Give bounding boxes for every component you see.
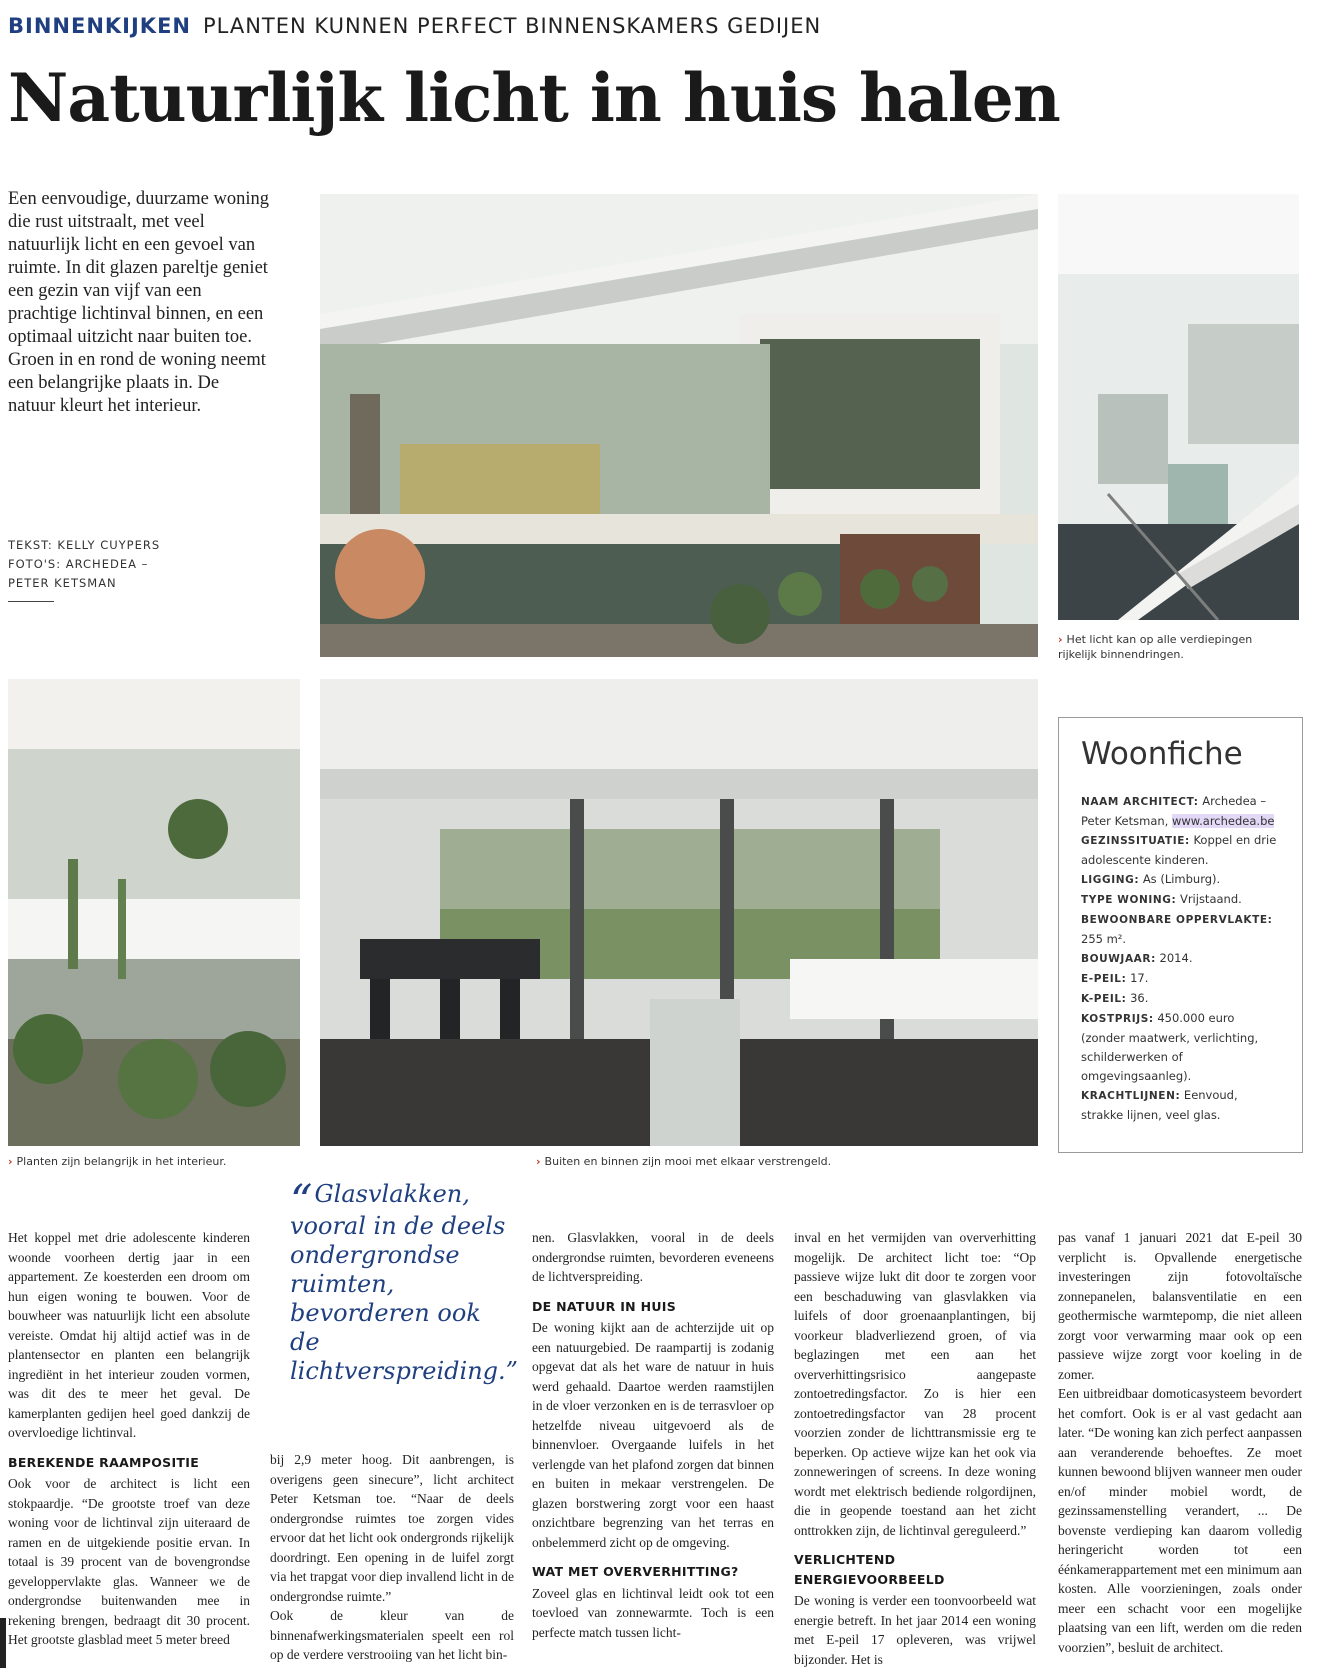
fact-k-level: [1081, 989, 1282, 1009]
subheading: BEREKENDE RAAMPOSITIE: [8, 1454, 200, 1470]
subheading: DE NATUUR IN HUIS: [532, 1298, 677, 1314]
pull-quote: [290, 1176, 518, 1386]
body-column-5: [1058, 1228, 1302, 1657]
credit-text: TEKST: KELLY CUYPERS: [8, 538, 161, 552]
fact-key: NAAM ARCHITECT:: [1081, 796, 1199, 808]
fact-key: KOSTPRIJS:: [1081, 1013, 1154, 1025]
kicker-subtitle: PLANTEN KUNNEN PERFECT BINNENSKAMERS GEDIJEN: [202, 14, 822, 38]
photo-inside-outside: [320, 679, 1038, 1146]
caption-plants: [8, 1154, 300, 1169]
caption-inside-outside: [536, 1154, 936, 1169]
exterior-illustration: [320, 194, 1038, 657]
photo-plants: [8, 679, 300, 1146]
architect-website-link[interactable]: www.archedea.be: [1171, 814, 1275, 828]
fact-location: [1081, 870, 1282, 890]
fact-key: LIGGING:: [1081, 874, 1140, 886]
caption-marker: ›: [536, 1155, 541, 1168]
fact-value: 255 m².: [1081, 932, 1127, 946]
fact-key: TYPE WONING:: [1081, 894, 1177, 906]
subheading: VERLICHTEND ENERGIEVOORBEELD: [794, 1552, 945, 1587]
body-paragraph: Ook de kleur van de binnenafwerkingsmaterialen speelt een rol op de verdere verstrooiing van het licht bin-: [270, 1608, 514, 1662]
caption-marker: ›: [1058, 633, 1063, 646]
fact-value: 450.000 euro (zonder maatwerk, verlichting, schilderwerken of omgevingsaanleg).: [1081, 1011, 1259, 1083]
fact-living-area: [1081, 910, 1282, 949]
fact-value: 36.: [1130, 991, 1149, 1005]
body-paragraph: Zoveel glas en lichtinval leidt ook tot een toevloed van zonnewarmte. Toch is een perfecte match tussen licht-: [532, 1585, 774, 1640]
credits-rule: [8, 601, 54, 602]
interior-illustration: [320, 679, 1038, 1146]
caption-stairs: [1058, 632, 1288, 662]
fact-architect: [1081, 792, 1282, 831]
fact-build-year: [1081, 949, 1282, 969]
section-rubric: BINNENKIJKEN: [8, 14, 191, 38]
caption-marker: ›: [8, 1155, 13, 1168]
body-paragraph: Een uitbreidbaar domoticasysteem bevordert het comfort. Ook is er al vast gedacht aan later. “De woning kan zich perfect aanpassen aan veranderende behoeftes. Ze moet kunnen bewoond blijven wanneer men ouder en/of minder mobiel wordt, de gezinssamenstelling verandert, ... De bovenste verdieping kan daarom volledig heringericht worden tot een éénkamerappartement met een minimum aan kosten. Alle voorzieningen, zoals onder meer een schacht voor een mogelijke plaatsing van een lift, werden om die reden voorzien”, besluit de architect.: [1058, 1386, 1302, 1655]
fact-value: 17.: [1130, 971, 1149, 985]
caption-plants-text: Planten zijn belangrijk in het interieur.: [16, 1155, 227, 1168]
body-paragraph: nen. Glasvlakken, vooral in de deels ondergrondse ruimten, bevorderen eveneens de lichtverspreiding.: [532, 1230, 774, 1284]
body-column-2: [270, 1450, 514, 1665]
fact-key: BEWOONBARE OPPERVLAKTE:: [1081, 914, 1273, 926]
fact-key: E-PEIL:: [1081, 973, 1127, 985]
caption-stairs-text: Het licht kan op alle verdiepingen rijkelijk binnendringen.: [1058, 633, 1253, 661]
photo-stairs: [1058, 194, 1299, 620]
fact-key: BOUWJAAR:: [1081, 953, 1156, 965]
fact-house-type: [1081, 890, 1282, 910]
body-paragraph: inval en het vermijden van oververhitting mogelijk. De architect licht toe: “Op passieve wijze lukt dit door te zorgen voor een beschaduwing van glasvlakken via luifels of door groenaanplantingen, bij voorkeur bladverliezend groen, of via beglazingen met een aan het oververhittingsrisico aangepaste zontoetredingsfactor. Zo is hier een zontoetredingsfactor van 28 procent voorzien zonder de lichttransmissie erg te beperken. Op actieve wijze kan het ook via zonneweringen of screens. In deze woning wordt met elektrisch bediende rolgordijnen, die in geopende toestand aan het zicht onttrokken zijn, de lichtinval gereguleerd.”: [794, 1230, 1036, 1538]
credit-photos: FOTO'S: ARCHEDEA –: [8, 557, 149, 571]
quote-text: Glasvlakken, vooral in de deels ondergrondse ruimten, bevorderen ook de lichtverspreiding.”: [290, 1180, 518, 1385]
page-edge-bar: [0, 1618, 6, 1668]
body-paragraph: De woning kijkt aan de achterzijde uit op een natuurgebied. De raampartij is zodanig opgevat dat als het ware de natuur in huis werd gehaald. Daartoe werden raamstijlen in de vloer verzonken en is de terrasvloer op hetzelfde niveau uitgevoerd als de binnenvloer. Overgaande luifels in het verlengde van het plafond zorgen dat binnen en buiten in mekaar verstrengelen. De glazen borstwering zorgt voor een haast onzichtbare begrenzing van het terras en onbelemmerd zicht op de omgeving.: [532, 1320, 774, 1550]
body-paragraph: Ook voor de architect is licht een stokpaardje. “De grootste troef van deze woning voor de lichtinval zijn uiteraard de ramen en de uitgekiende positie ervan. In totaal is 39 procent van de bovengrondse geveloppervlakte glas. Wanneer we de ondergrondse buitenwanden mee in rekening brengen, bedraagt dit 30 procent. Het grootste glasblad meet 5 meter breed: [8, 1476, 250, 1647]
body-paragraph: Het koppel met drie adolescente kinderen woonde voorheen dertig jaar in een appartement. Ze koesterden een droom om hun eigen woning te bouwen. Voor de bouwheer was natuurlijk licht een absolute vereiste. Omdat hij altijd actief was in de plantensector en planten een belangrijk ingrediënt in het interieur zouden vormen, was dit des te meer het geval. De kamerplanten gedijen heel goed dankzij de overvloedige lichtinval.: [8, 1230, 250, 1440]
plants-illustration: [8, 679, 300, 1146]
fact-household: [1081, 831, 1282, 870]
fact-value: 2014.: [1159, 951, 1193, 965]
intro-text: Een eenvoudige, duurzame woning die rust uitstraalt, met veel natuurlijk licht en een gevoel van ruimte. In dit glazen pareltje geniet een gezin van vijf van een prachtige lichtinval binnen, en een optimaal uitzicht naar buiten toe. Groen in en rond de woning neemt een belangrijke plaats in. De natuur kleurt het interieur.: [8, 189, 269, 416]
stairs-illustration: [1058, 194, 1299, 620]
woonfiche-box: [1058, 717, 1303, 1153]
body-column-1: [8, 1228, 250, 1650]
fact-key: K-PEIL:: [1081, 993, 1127, 1005]
body-paragraph: pas vanaf 1 januari 2021 dat E-peil 30 verplicht is. Opvallende energetische investeringen zijn fotovoltaïsche zonnepanelen, balansventilatie en een geothermische warmtepomp, die niet alleen zorgt voor verwarming maar ook op een passieve wijze zorgt voor koeling in de zomer.: [1058, 1230, 1302, 1382]
fact-value: Eenvoud, strakke lijnen, veel glas.: [1081, 1088, 1238, 1122]
body-paragraph: De woning is verder een toonvoorbeeld wat energie betreft. In het jaar 2014 een woning met E-peil 17 opleveren, was vrijwel bijzonder. Het is: [794, 1593, 1036, 1667]
fact-value: As (Limburg).: [1142, 872, 1221, 886]
fact-value: Archedea – Peter Ketsman,: [1081, 794, 1267, 828]
kicker: [8, 14, 821, 38]
fact-key: KRACHTLIJNEN:: [1081, 1090, 1181, 1102]
photo-exterior: [320, 194, 1038, 657]
body-column-3: [532, 1228, 774, 1642]
credits: [8, 536, 228, 602]
body-column-4: [794, 1228, 1036, 1668]
credit-photographer: PETER KETSMAN: [8, 576, 117, 590]
fact-cost: [1081, 1009, 1282, 1086]
fact-strengths: [1081, 1086, 1282, 1125]
body-paragraph: bij 2,9 meter hoog. Dit aanbrengen, is overigens geen sinecure”, licht architect Peter Ketsman toe. “Naar de deels ondergrondse ruimtes toe zorgen vides ervoor dat het licht ook ondergronds rijkelijk doordringt. Een opening in de luifel zorgt via het trapgat voor diep invallend licht in de ondergrondse ruimte.”: [270, 1452, 514, 1604]
fact-key: GEZINSSITUATIE:: [1081, 835, 1190, 847]
fact-e-level: [1081, 969, 1282, 989]
quote-mark: “: [290, 1176, 313, 1227]
caption-inside-outside-text: Buiten en binnen zijn mooi met elkaar verstrengeld.: [544, 1155, 832, 1168]
fact-value: Vrijstaand.: [1179, 892, 1242, 906]
woonfiche-title: Woonfiche: [1081, 736, 1243, 772]
headline: Natuurlijk licht in huis halen: [8, 59, 1060, 137]
fact-value: Koppel en drie adolescente kinderen.: [1081, 833, 1277, 867]
subheading: WAT MET OVERVERHITTING?: [532, 1564, 739, 1579]
